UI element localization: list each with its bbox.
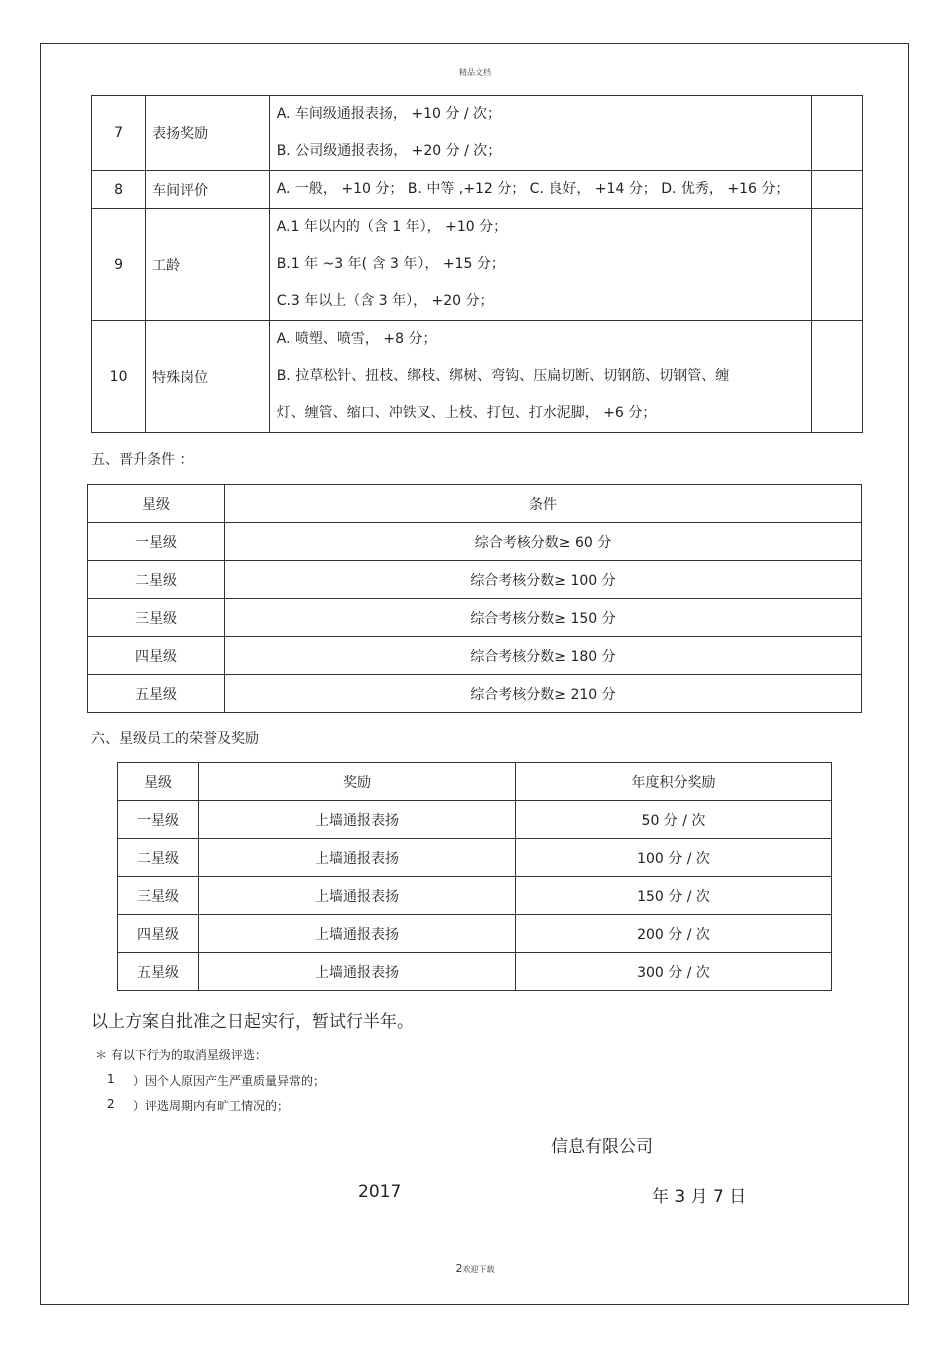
page-footer [0, 1262, 950, 1275]
annual-points: 50 分 / 次 [516, 801, 832, 839]
score-cell [812, 209, 863, 321]
cancel-item-number: 1 [107, 1072, 115, 1086]
page-number: 2 [455, 1262, 463, 1275]
reward: 上墙通报表扬 [199, 877, 516, 915]
footer-text: 欢迎下载 [462, 1265, 495, 1274]
condition: 综合考核分数≥ 100 分 [225, 561, 862, 599]
star-level: 五星级 [88, 675, 225, 713]
description-line: 灯、缠管、缩口、冲铁叉、上枝、打包、打水泥脚， +6 分； [276, 405, 657, 421]
condition: 综合考核分数≥ 210 分 [225, 675, 862, 713]
row-item: 工龄 [146, 209, 270, 321]
description-line: B.1 年 ~3 年( 含 3 年）， +15 分； [276, 256, 505, 272]
score-cell [812, 171, 863, 209]
row-item: 车间评价 [146, 171, 270, 209]
row-description [269, 171, 811, 209]
row-number: 9 [92, 209, 146, 321]
description-line: A. 一般， +10 分； B. 中等 ,+12 分； C. 良好， +14 分； D. 优秀， +16 分； [276, 181, 790, 197]
row-description [269, 96, 811, 171]
cancel-title: ＊ 有以下行为的取消星级评选： [95, 1048, 267, 1062]
column-header: 星级 [118, 763, 199, 801]
row-description [269, 321, 811, 433]
annual-points: 300 分 / 次 [516, 953, 832, 991]
row-description [269, 209, 811, 321]
company-name: 信息有限公司 [551, 1137, 653, 1157]
signature-year: 2017 [358, 1182, 402, 1202]
signature-date: 年 3 月 7 日 [652, 1187, 747, 1207]
description-line: A. 车间级通报表扬， +10 分 / 次； [276, 106, 501, 122]
reward: 上墙通报表扬 [199, 801, 516, 839]
rewards-table [117, 762, 832, 991]
table-row [118, 877, 832, 915]
section-title-promotion: 五、晋升条件 ： [91, 452, 194, 468]
star-level: 一星级 [118, 801, 199, 839]
cancel-item-text: ）因个人原因产生严重质量异常的； [133, 1074, 326, 1088]
table-row [92, 209, 863, 321]
section-title-rewards: 六、星级员工的荣誉及奖励 [91, 731, 259, 747]
annual-points: 150 分 / 次 [516, 877, 832, 915]
row-item: 表扬奖励 [146, 96, 270, 171]
score-cell [812, 96, 863, 171]
star-level: 一星级 [88, 523, 225, 561]
row-number: 7 [92, 96, 146, 171]
row-number: 10 [92, 321, 146, 433]
description-line: A.1 年以内的（含 1 年）， +10 分； [276, 219, 508, 235]
star-level: 二星级 [118, 839, 199, 877]
star-level: 三星级 [118, 877, 199, 915]
row-number: 8 [92, 171, 146, 209]
star-level: 五星级 [118, 953, 199, 991]
description-line: C.3 年以上（含 3 年）， +20 分； [276, 293, 494, 309]
reward: 上墙通报表扬 [199, 839, 516, 877]
score-table [91, 95, 863, 433]
column-header: 奖励 [199, 763, 516, 801]
star-level: 二星级 [88, 561, 225, 599]
score-cell [812, 321, 863, 433]
reward: 上墙通报表扬 [199, 953, 516, 991]
condition: 综合考核分数≥ 180 分 [225, 637, 862, 675]
table-row [118, 915, 832, 953]
description-line: A. 喷塑、喷雪， +8 分； [276, 331, 437, 347]
page-header: 精品文档 [459, 68, 491, 77]
table-row [88, 561, 862, 599]
table-row [88, 599, 862, 637]
table-row [88, 637, 862, 675]
table-row [118, 801, 832, 839]
table-row [118, 953, 832, 991]
table-row [92, 96, 863, 171]
table-row [88, 523, 862, 561]
column-header: 星级 [88, 485, 225, 523]
column-header: 条件 [225, 485, 862, 523]
description-line: B. 拉草松针、扭枝、绑枝、绑树、弯钩、压扁切断、切钢筋、切钢管、缠 [276, 368, 730, 384]
condition: 综合考核分数≥ 150 分 [225, 599, 862, 637]
star-level: 四星级 [118, 915, 199, 953]
description-line: B. 公司级通报表扬， +20 分 / 次； [276, 143, 502, 159]
table-header-row [118, 763, 832, 801]
annual-points: 100 分 / 次 [516, 839, 832, 877]
column-header: 年度积分奖励 [516, 763, 832, 801]
cancel-item-number: 2 [107, 1097, 115, 1111]
table-row [88, 675, 862, 713]
cancel-item-text: ）评选周期内有旷工情况的； [133, 1099, 290, 1113]
reward: 上墙通报表扬 [199, 915, 516, 953]
row-item: 特殊岗位 [146, 321, 270, 433]
implementation-notice: 以上方案自批准之日起实行，暂试行半年。 [91, 1012, 414, 1032]
star-level: 四星级 [88, 637, 225, 675]
table-row [92, 321, 863, 433]
table-header-row [88, 485, 862, 523]
table-row [118, 839, 832, 877]
promotion-table [87, 484, 862, 713]
table-row [92, 171, 863, 209]
annual-points: 200 分 / 次 [516, 915, 832, 953]
star-level: 三星级 [88, 599, 225, 637]
condition: 综合考核分数≥ 60 分 [225, 523, 862, 561]
